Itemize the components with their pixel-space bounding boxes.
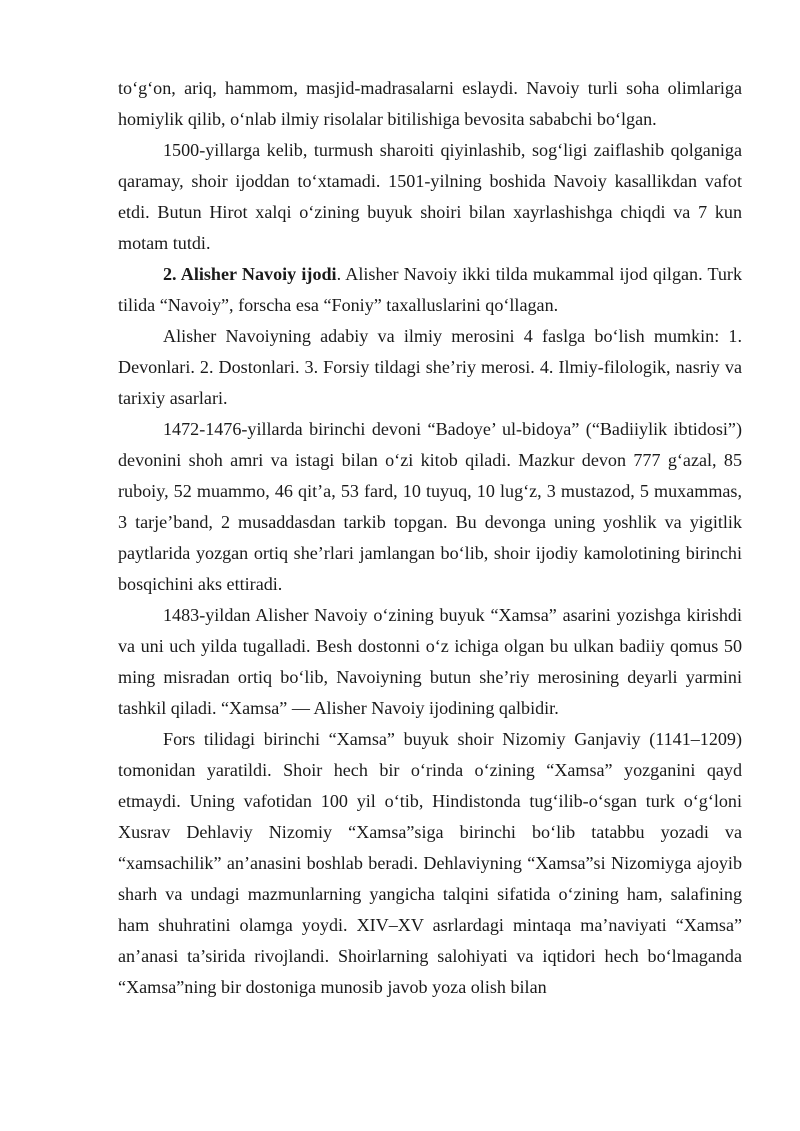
paragraph-text: to‘g‘on, ariq, hammom, masjid-madrasalarni eslaydi. Navoiy turli soha olimlariga homiylik qilib, o‘nlab ilmiy risolalar bitilishiga bevosita sababchi bo‘lgan. (118, 78, 742, 129)
paragraph-text: 1483-yildan Alisher Navoiy o‘zining buyuk “Xamsa” asarini yozishga kirishdi va uni uch yilda tugalladi. Besh dostonni o‘z ichiga olgan bu ulkan badiiy qomus 50 ming misradan ortiq bo‘lib, Navoiyning butun she’riy merosining deyarli yarmini tashkil qiladi. “Xamsa” — Alisher Navoiy ijodining qalbidir. (118, 605, 742, 718)
paragraph-text: . Alisher Navoiy ikki tilda mukammal ijod qilgan. Turk tilida “Navoiy”, forscha esa “Foniy” taxalluslarini qo‘llagan. (118, 264, 743, 315)
paragraph-2 (118, 135, 742, 259)
paragraph-5 (118, 414, 742, 600)
paragraph-text: 1472-1476-yillarda birinchi devoni “Badoye’ ul-bidoya” (“Badiiylik ibtidosi”) devonini shoh amri va istagi bilan o‘zi kitob qiladi. Mazkur devon 777 g‘azal, 85 ruboiy, 52 muammo, 46 qit’a, 53 fard, 10 tuyuq, 10 lug‘z, 3 mustazod, 5 muxammas, 3 tarje’band, 2 musaddasdan tarkib topgan. Bu devonga uning yoshlik va yigitlik paytlarida yozgan ortiq she’rlari jamlangan bo‘lib, shoir ijodiy kamolotining birinchi bosqichini aks ettiradi. (118, 419, 742, 594)
paragraph-4 (118, 321, 742, 414)
paragraph-3 (118, 259, 742, 321)
paragraph-text: Alisher Navoiyning adabiy va ilmiy merosini 4 faslga bo‘lish mumkin: 1. Devonlari. 2. Dostonlari. 3. Forsiy tildagi she’riy merosi. 4. Ilmiy-filologik, nasriy va tarixiy asarlari. (118, 326, 742, 408)
section-heading: 2. Alisher Navoiy ijodi (163, 264, 337, 284)
paragraph-1 (118, 73, 742, 135)
document-page (118, 73, 742, 1003)
paragraph-6 (118, 600, 742, 724)
paragraph-7 (118, 724, 742, 1003)
paragraph-text: 1500-yillarga kelib, turmush sharoiti qiyinlashib, sog‘ligi zaiflashib qolganiga qaramay, shoir ijoddan to‘xtamadi. 1501-yilning boshida Navoiy kasallikdan vafot etdi. Butun Hirot xalqi o‘zining buyuk shoiri bilan xayrlashishga chiqdi va 7 kun motam tutdi. (118, 140, 742, 253)
paragraph-text: Fors tilidagi birinchi “Xamsa” buyuk shoir Nizomiy Ganjaviy (1141–1209) tomonidan yaratildi. Shoir hech bir o‘rinda o‘zining “Xamsa” yozganini qayd etmaydi. Uning vafotidan 100 yil o‘tib, Hindistonda tug‘ilib-o‘sgan turk o‘g‘loni Xusrav Dehlaviy Nizomiy “Xamsa”siga birinchi bo‘lib tatabbu yozadi va “xamsachilik” an’anasini boshlab beradi. Dehlaviyning “Xamsa”si Nizomiyga ajoyib sharh va undagi mazmunlarning yangicha talqini sifatida o‘zining ham, salafining ham shuhratini olamga yoydi. XIV–XV asrlardagi mintaqa ma’naviyati “Xamsa” an’anasi ta’sirida rivojlandi. Shoirlarning salohiyati va iqtidori hech bo‘lmaganda “Xamsa”ning bir dostoniga munosib javob yoza olish bilan (118, 729, 742, 997)
